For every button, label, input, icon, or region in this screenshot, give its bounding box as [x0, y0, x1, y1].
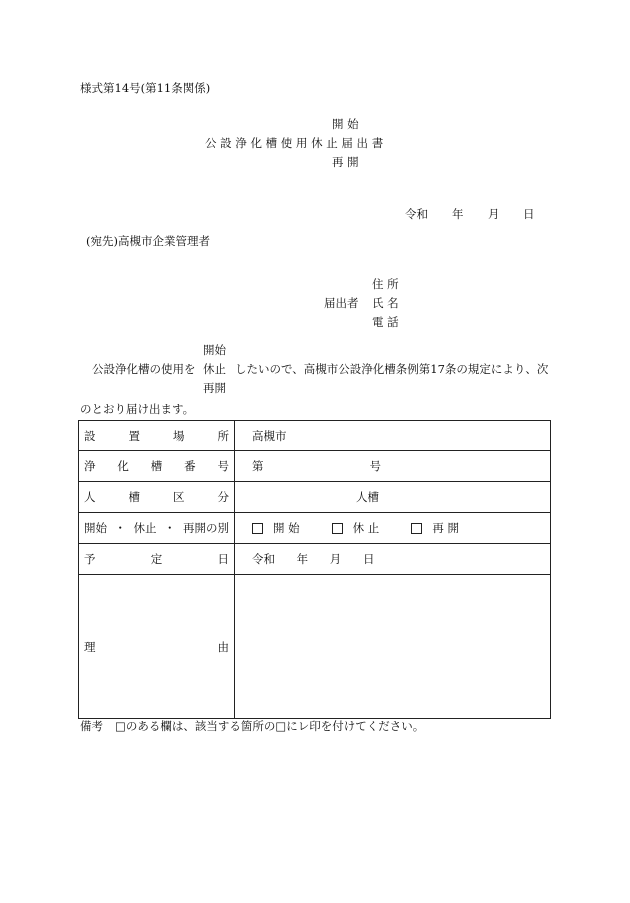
- checkbox-start[interactable]: [252, 523, 263, 534]
- form-number: 様式第14号(第11条関係): [80, 81, 211, 95]
- tank-number-suffix: 号: [369, 459, 381, 473]
- label-installation-place: 設 置 場 所: [79, 421, 235, 451]
- table-row: [79, 451, 551, 482]
- table-row: [79, 513, 551, 544]
- date-month: 月: [488, 207, 500, 221]
- note-text: □のある欄は、該当する箇所の□にレ印を付けてください。: [115, 719, 425, 733]
- table-row: [79, 421, 551, 451]
- label-reason: 理 由: [79, 575, 235, 719]
- option-suspend-label: 休 止: [352, 521, 380, 535]
- value-tank-number[interactable]: [235, 451, 551, 482]
- value-reason[interactable]: [235, 575, 551, 719]
- applicant-name-label: 氏 名: [372, 296, 399, 310]
- body-suffix: したいので、高槻市公設浄化槽条例第17条の規定により、次: [235, 362, 549, 376]
- body-line2: のとおり届け出ます。: [80, 402, 195, 416]
- option-start-label: 開 始: [273, 521, 300, 535]
- body-option-resume: 再開: [203, 381, 226, 395]
- date-year: 年: [452, 207, 464, 221]
- label-capacity-class: 人 槽 区 分: [79, 482, 235, 513]
- value-type-options: [235, 513, 551, 544]
- applicant-label: 届出者: [324, 296, 359, 310]
- title-option-start: 開 始: [332, 117, 359, 131]
- checkbox-suspend[interactable]: [332, 523, 343, 534]
- note-label: 備考: [80, 719, 103, 733]
- checkbox-resume[interactable]: [411, 523, 422, 534]
- page-title: 公 設 浄 化 槽 使 用 休 止 届 出 書: [205, 136, 384, 150]
- date-era: 令和: [405, 207, 428, 221]
- table-row: [79, 482, 551, 513]
- value-capacity-class[interactable]: 人槽: [235, 482, 551, 513]
- body-option-start: 開始: [203, 343, 226, 357]
- table-row: [79, 544, 551, 575]
- value-installation-place[interactable]: 高槻市: [235, 421, 551, 451]
- label-scheduled-date: 予 定 日: [79, 544, 235, 575]
- notification-table: [78, 420, 551, 719]
- option-resume-label: 再 開: [432, 521, 459, 535]
- applicant-address-label: 住 所: [372, 277, 399, 291]
- applicant-phone-label: 電 話: [372, 315, 399, 329]
- label-type: 開始 ・ 休止 ・ 再開の別: [79, 513, 235, 544]
- value-scheduled-date[interactable]: 令和 年 月 日: [235, 544, 551, 575]
- date-day: 日: [523, 207, 535, 221]
- body-option-suspend: 休止: [203, 362, 226, 376]
- body-prefix: 公設浄化槽の使用を: [92, 362, 196, 376]
- label-tank-number: 浄 化 槽 番 号: [79, 451, 235, 482]
- table-row: [79, 575, 551, 719]
- addressee: (宛先)高槻市企業管理者: [86, 234, 210, 248]
- tank-number-prefix: 第: [252, 459, 264, 473]
- title-option-resume: 再 開: [332, 155, 359, 169]
